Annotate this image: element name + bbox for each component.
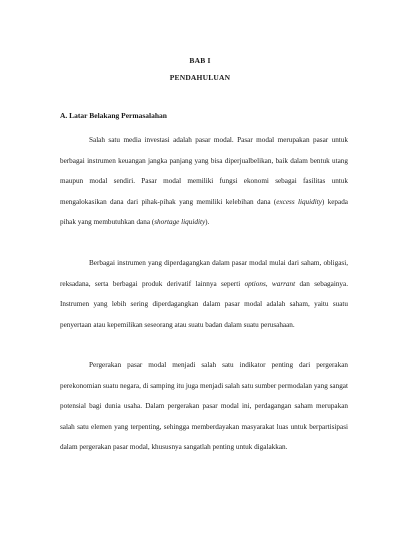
chapter-title: PENDAHULUAN: [169, 73, 231, 82]
italic-term: options, warrant: [244, 279, 296, 288]
chapter-number: BAB I: [189, 56, 211, 65]
paragraph-text: dan sebagainya. Instrumen yang lebih sering diperdagangkan dalam pasar modal adalah saham, yaitu suatu penyertaan atau kepemilikan seseorang atau suatu badan dalam suatu perusahaan.: [60, 279, 348, 329]
paragraph-2: [60, 253, 348, 335]
italic-term: excess liquidity: [276, 197, 322, 206]
paragraph-1: [60, 130, 348, 233]
paragraph-text: Pergerakan pasar modal menjadi salah satu indikator penting dari pergerakan perekonomian suatu negara, di samping itu juga menjadi salah satu sumber permodalan yang sangat potensial bagi dunia usaha. Dalam pergerakan pasar modal ini, perdagangan saham merupakan salah satu elemen yang terpenting, sehingga memberdayakan masyarakat luas untuk berpartisipasi dalam pergerakan pasar modal, khususnya sangatlah penting untuk digalakkan.: [60, 361, 348, 451]
paragraph-3: [60, 355, 348, 458]
paragraph-text: Salah satu media investasi adalah pasar modal. Pasar modal merupakan pasar untuk berbagai instrumen keuangan jangka panjang yang bisa diperjualbelikan, baik dalam bentuk utang maupun modal sendiri. Pasar modal memiliki fungsi ekonomi sebagai fasilitas untuk mengalokasikan dana dari pihak-pihak yang memiliki kelebihan dana (: [60, 136, 348, 206]
paragraph-text: ) kepada pihak yang membutuhkan dana (: [60, 197, 348, 226]
section-heading: A. Latar Belakang Permasalahan: [60, 111, 167, 120]
paragraph-text: ).: [205, 218, 210, 226]
paragraph-text: Berbagai instrumen yang diperdagangkan dalam pasar modal mulai dari saham, obligasi, reksadana, serta berbagai produk derivatif lainnya seperti: [60, 259, 348, 288]
italic-term: shortage liquidity: [154, 218, 206, 226]
